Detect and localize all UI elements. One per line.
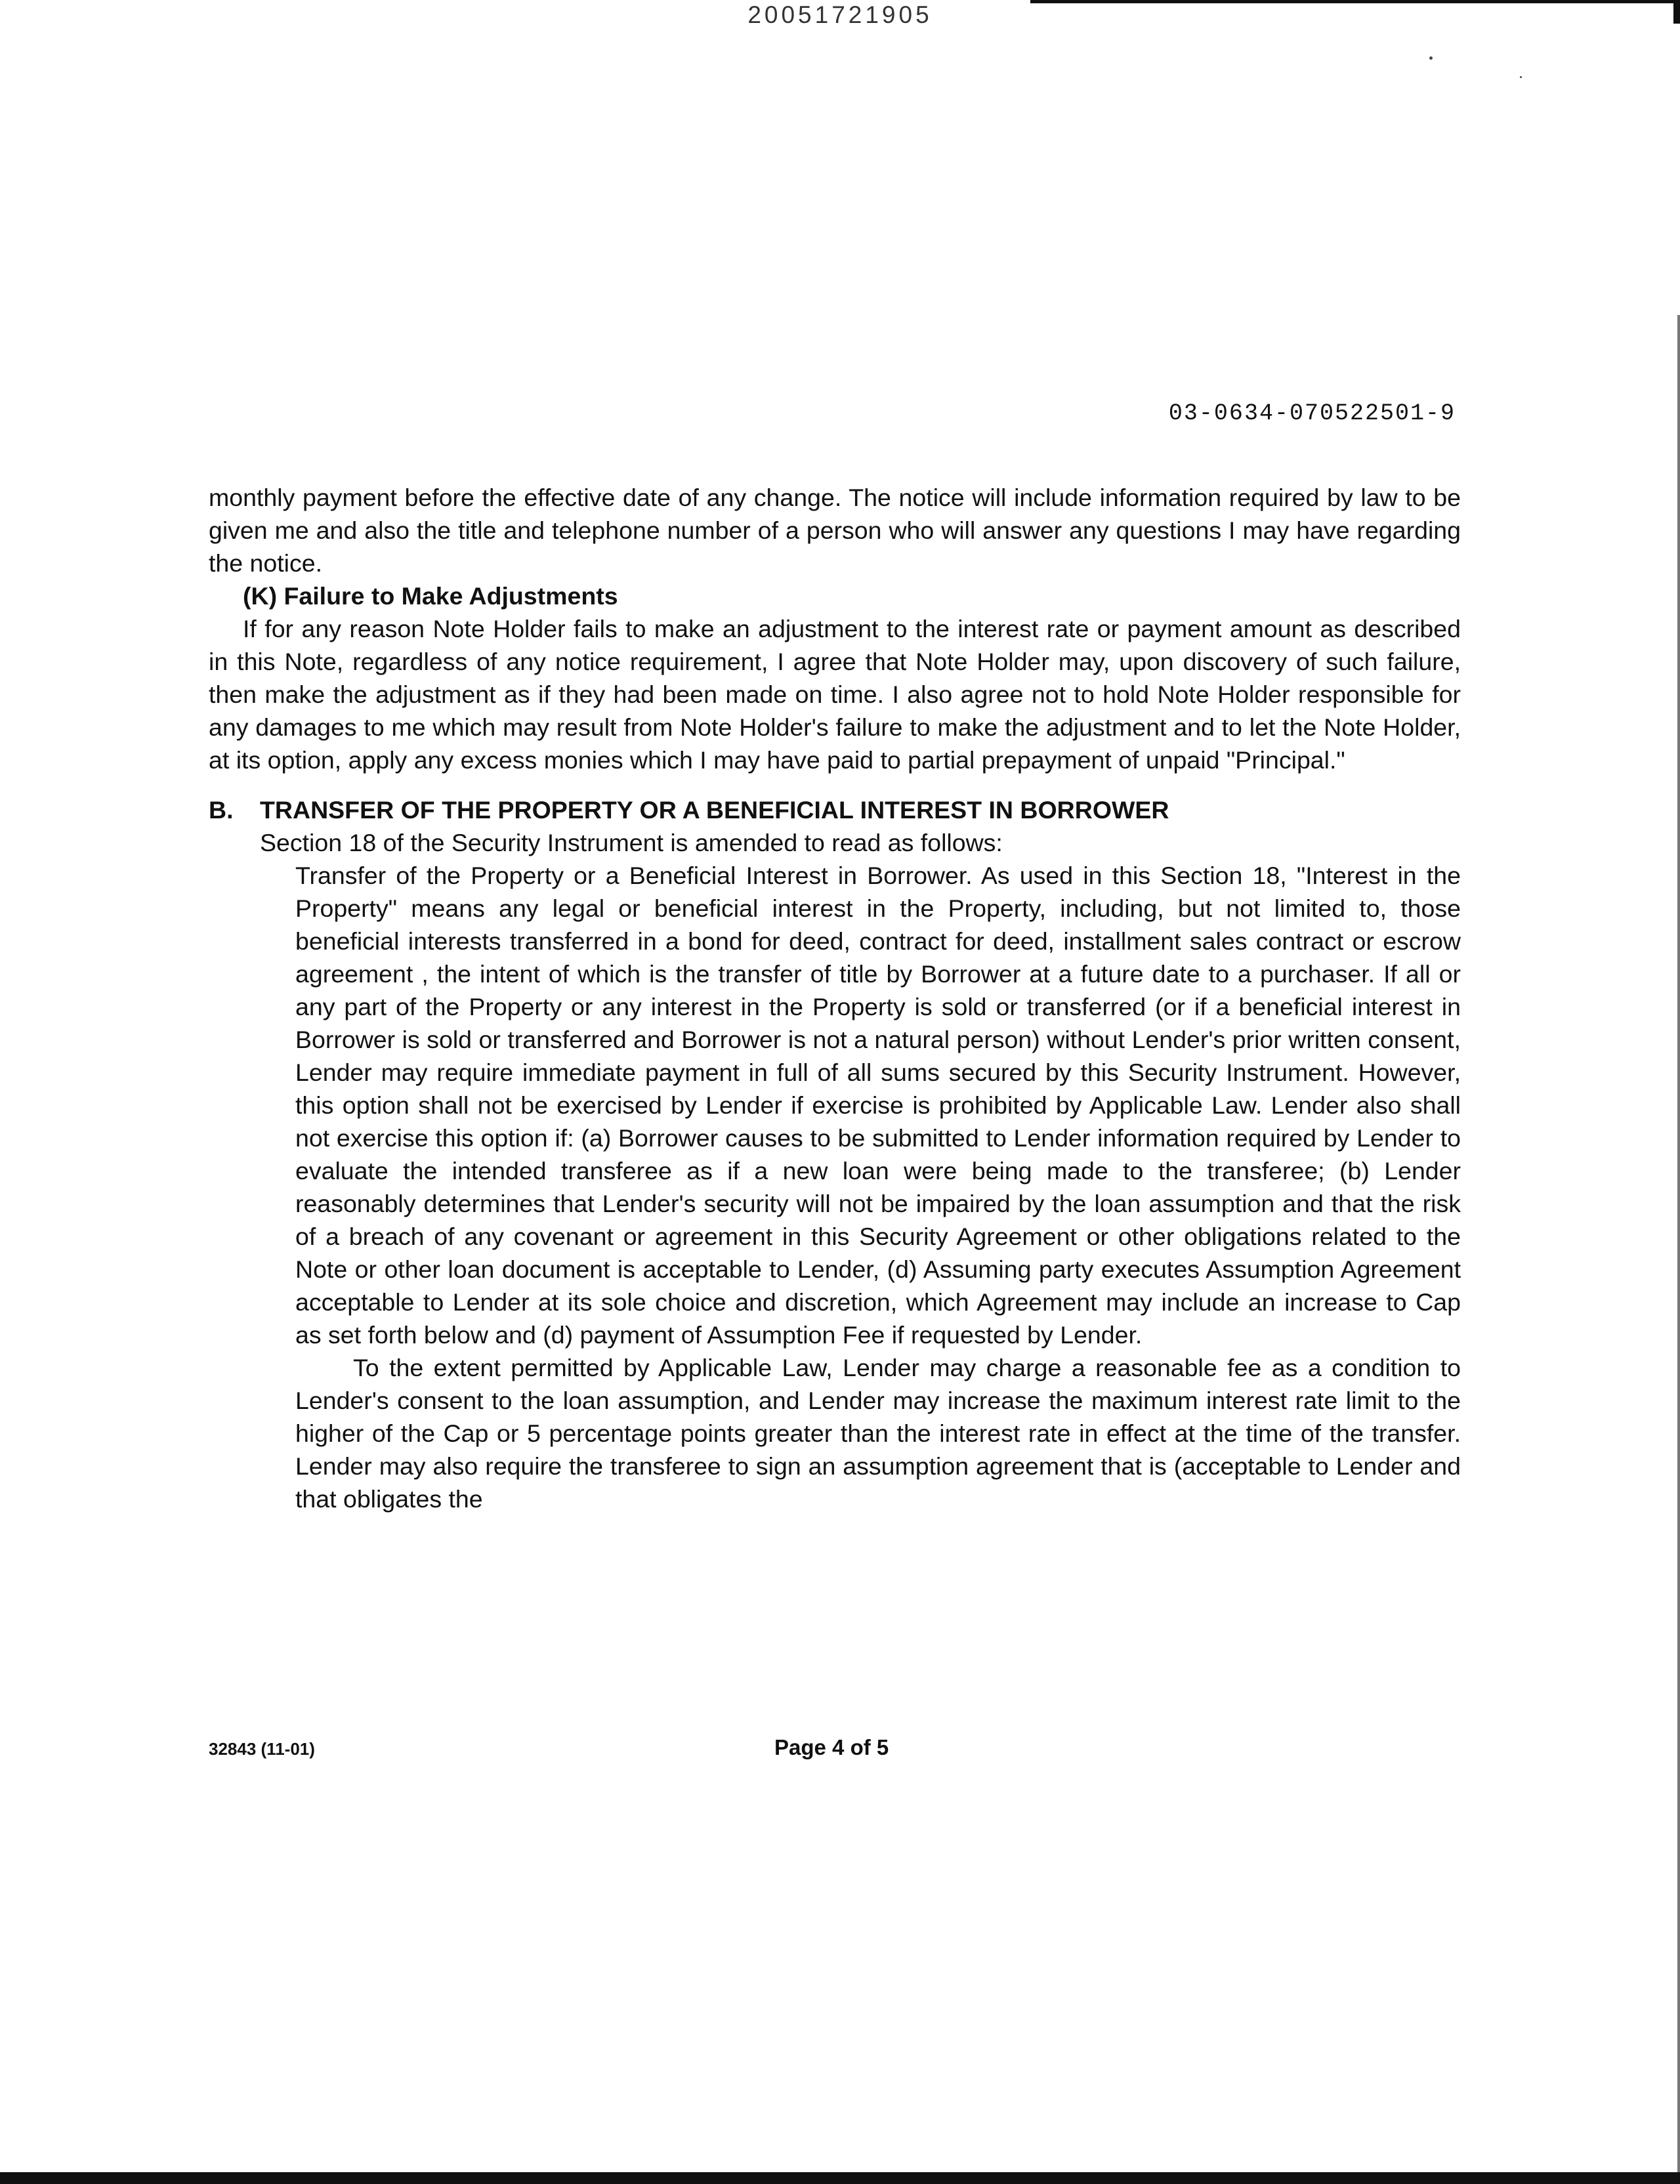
loan-number: 03-0634-070522501-9 <box>1168 400 1456 427</box>
scan-edge-right <box>1677 315 1680 2172</box>
scan-edge-bottom <box>0 2172 1680 2184</box>
section-b-heading <box>209 793 1461 826</box>
document-body <box>209 481 1461 1515</box>
section-b-title: TRANSFER OF THE PROPERTY OR A BENEFICIAL INTEREST IN BORROWER <box>260 796 1169 824</box>
continuation-paragraph: monthly payment before the effective date of any change. The notice will include information required by law to be given me and also the title and telephone number of a person who will answer any questions I may have regarding the notice. <box>209 484 1461 577</box>
section-18-text <box>209 859 1461 1515</box>
page-number: Page 4 of 5 <box>774 1735 889 1759</box>
section-k-heading: (K) Failure to Make Adjustments <box>243 582 618 610</box>
section-b-intro: Section 18 of the Security Instrument is amended to read as follows: <box>260 829 1003 856</box>
section-spacer <box>209 776 1461 793</box>
document-number: 20051721905 <box>747 1 933 28</box>
form-number: 32843 (11-01) <box>209 1739 315 1759</box>
section-18-paragraph-2: To the extent permitted by Applicable Law, Lender may charge a reasonable fee as a condition to Lender's consent to the loan assumption, and Lender may increase the maximum interest rate limit to the higher of the Cap or 5 percentage points greater than the interest rate in effect at the time of the transfer. Lender may also require the transferee to sign an assumption agreement that is (acceptable to Lender and that obligates the <box>295 1354 1461 1513</box>
section-k-paragraph: If for any reason Note Holder fails to make an adjustment to the interest rate or payment amount as described in this Note, regardless of any notice requirement, I agree that Note Holder may, upon discovery of such failure, then make the adjustment as if they had been made on time. I also agree not to hold Note Holder responsible for any damages to me which may result from Note Holder's failure to make the adjustment and to let the Note Holder, at its option, apply any excess monies which I may have paid to partial prepayment of unpaid "Principal." <box>209 615 1461 774</box>
section-18-paragraph-1: Transfer of the Property or a Beneficial Interest in Borrower. As used in this Section 18, "Interest in the Property" means any legal or beneficial interest in the Property, including, but not limited to, those beneficial interests transferred in a bond for deed, contract for deed, installment sales contract or escrow agreement , the intent of which is the transfer of title by Borrower at a future date to a purchaser. If all or any part of the Property or any interest in the Property is sold or transferred (or if a beneficial interest in Borrower is sold or transferred and Borrower is not a natural person) without Lender's prior written consent, Lender may require immediate payment in full of all sums secured by this Security Instrument. However, this option shall not be exercised by Lender if exercise is prohibited by Applicable Law. Lender also shall not exercise this option if: (a) Borrower causes to be submitted to Lender information required by Lender to evaluate the intended transferee as if a new loan were being made to the transferee; (b) Lender reasonably determines that Lender's security will not be impaired by the loan assumption and that the risk of a breach of any covenant or agreement in this Security Agreement or other obligations related to the Note or other loan document is acceptable to Lender, (d) Assuming party executes Assumption Agreement acceptable to Lender at its sole choice and discretion, which Agreement may include an increase to Cap as set forth below and (d) payment of Assumption Fee if requested by Lender. <box>295 862 1461 1349</box>
section-b-letter: B. <box>209 796 234 824</box>
scan-speck <box>1520 76 1522 78</box>
scan-speck <box>1429 56 1433 60</box>
